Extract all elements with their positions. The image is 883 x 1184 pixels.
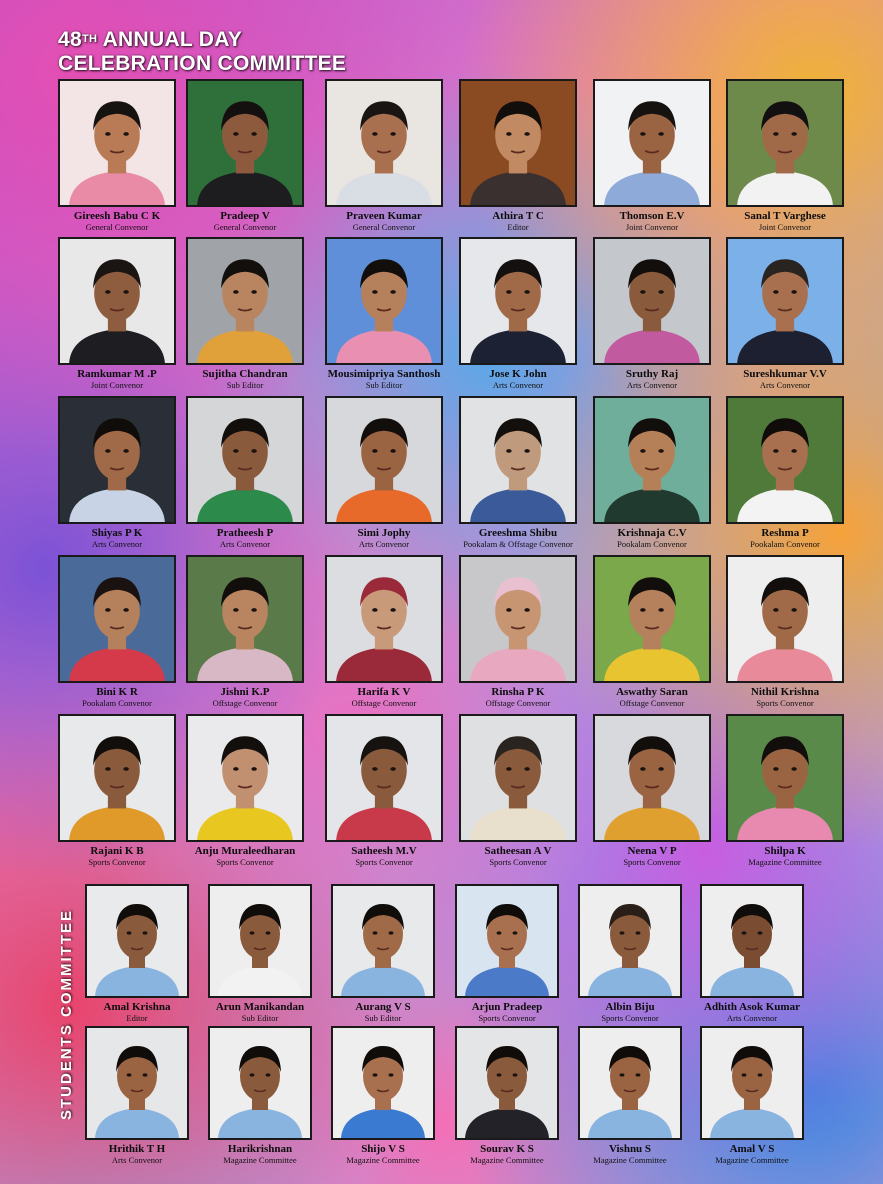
portrait-graphic bbox=[327, 557, 441, 681]
member-name: Harifa K V bbox=[357, 686, 411, 698]
member-name: Athira T C bbox=[492, 210, 544, 222]
member-card bbox=[593, 79, 711, 232]
member-photo bbox=[186, 714, 304, 842]
member-card bbox=[726, 555, 844, 708]
member-photo bbox=[593, 396, 711, 524]
member-name: Gireesh Babu C K bbox=[73, 210, 161, 222]
member-role: Sports Convenor bbox=[216, 857, 274, 867]
member-name: Neena V P bbox=[627, 845, 677, 857]
member-name: Jishni K.P bbox=[220, 686, 270, 698]
member-name: Anju Muraleedharan bbox=[194, 845, 296, 857]
member-role: Arts Convenor bbox=[726, 1013, 778, 1023]
title-line2: CELEBRATION COMMITTEE bbox=[58, 52, 347, 75]
member-name: Mousimipriya Santhosh bbox=[327, 368, 441, 380]
portrait-graphic bbox=[461, 557, 575, 681]
member-name: Shijo V S bbox=[361, 1143, 405, 1155]
page-title bbox=[58, 28, 346, 76]
member-name: Amal Krishna bbox=[103, 1001, 171, 1013]
portrait-graphic bbox=[595, 557, 709, 681]
portrait-graphic bbox=[333, 1028, 433, 1138]
portrait-graphic bbox=[702, 886, 802, 996]
title-line1: ANNUAL DAY bbox=[102, 28, 243, 51]
member-role: Magazine Committee bbox=[593, 1155, 667, 1165]
member-photo bbox=[700, 1026, 804, 1140]
portrait-graphic bbox=[87, 886, 187, 996]
member-role: General Convenor bbox=[352, 222, 416, 232]
member-photo bbox=[325, 714, 443, 842]
portrait-graphic bbox=[210, 886, 310, 996]
member-role: Arts Convenor bbox=[626, 380, 678, 390]
member-role: Joint Convenor bbox=[758, 222, 812, 232]
student-card bbox=[700, 884, 804, 1023]
student-card bbox=[455, 1026, 559, 1165]
portrait-graphic bbox=[210, 1028, 310, 1138]
member-photo bbox=[459, 714, 577, 842]
portrait-graphic bbox=[580, 1028, 680, 1138]
member-photo bbox=[186, 237, 304, 365]
member-photo bbox=[325, 555, 443, 683]
portrait-graphic bbox=[728, 716, 842, 840]
member-photo bbox=[726, 396, 844, 524]
member-role: Pookalam Convenor bbox=[617, 539, 687, 549]
member-photo bbox=[331, 1026, 435, 1140]
member-role: Sub Editor bbox=[365, 380, 403, 390]
member-name: Reshma P bbox=[761, 527, 809, 539]
member-card bbox=[186, 396, 304, 549]
member-name: Adhith Asok Kumar bbox=[704, 1001, 800, 1013]
student-card bbox=[85, 884, 189, 1023]
member-card bbox=[325, 396, 443, 549]
member-name: Sanal T Varghese bbox=[744, 210, 826, 222]
portrait-graphic bbox=[595, 239, 709, 363]
member-name: Krishnaja C.V bbox=[617, 527, 687, 539]
member-card bbox=[325, 714, 443, 867]
member-role: Arts Convenor bbox=[111, 1155, 163, 1165]
member-card bbox=[593, 555, 711, 708]
member-name: Bini K R bbox=[96, 686, 138, 698]
member-card bbox=[726, 396, 844, 549]
member-photo bbox=[459, 555, 577, 683]
member-photo bbox=[726, 714, 844, 842]
portrait-graphic bbox=[60, 716, 174, 840]
student-card bbox=[455, 884, 559, 1023]
member-role: Pookalam Convenor bbox=[82, 698, 152, 708]
member-role: Offstage Convenor bbox=[351, 698, 417, 708]
member-name: Thomson E.V bbox=[619, 210, 685, 222]
portrait-graphic bbox=[461, 81, 575, 205]
member-role: Sports Convenor bbox=[355, 857, 413, 867]
member-role: Editor bbox=[126, 1013, 148, 1023]
member-photo bbox=[208, 1026, 312, 1140]
portrait-graphic bbox=[60, 557, 174, 681]
portrait-graphic bbox=[188, 239, 302, 363]
member-role: Sub Editor bbox=[241, 1013, 279, 1023]
member-photo bbox=[593, 79, 711, 207]
member-card bbox=[58, 714, 176, 867]
member-card bbox=[186, 555, 304, 708]
member-photo bbox=[58, 79, 176, 207]
member-name: Praveen Kumar bbox=[346, 210, 422, 222]
portrait-graphic bbox=[327, 716, 441, 840]
member-photo bbox=[593, 714, 711, 842]
member-role: Joint Convenor bbox=[625, 222, 679, 232]
member-card bbox=[459, 714, 577, 867]
member-role: Offstage Convenor bbox=[212, 698, 278, 708]
portrait-graphic bbox=[595, 398, 709, 522]
member-name: Sourav K S bbox=[480, 1143, 534, 1155]
member-name: Aswathy Saran bbox=[616, 686, 688, 698]
member-photo bbox=[186, 79, 304, 207]
member-photo bbox=[186, 555, 304, 683]
member-name: Harikrishnan bbox=[227, 1143, 293, 1155]
member-photo bbox=[700, 884, 804, 998]
member-photo bbox=[726, 237, 844, 365]
member-card bbox=[726, 79, 844, 232]
portrait-graphic bbox=[702, 1028, 802, 1138]
member-name: Satheesan A V bbox=[484, 845, 552, 857]
portrait-graphic bbox=[728, 398, 842, 522]
member-photo bbox=[459, 237, 577, 365]
member-role: Magazine Committee bbox=[715, 1155, 789, 1165]
member-role: Magazine Committee bbox=[223, 1155, 297, 1165]
member-photo bbox=[455, 884, 559, 998]
member-role: Sports Convenor bbox=[601, 1013, 659, 1023]
member-card bbox=[325, 237, 443, 390]
member-name: Rajani K B bbox=[90, 845, 144, 857]
member-photo bbox=[578, 884, 682, 998]
member-name: Simi Jophy bbox=[357, 527, 411, 539]
portrait-graphic bbox=[457, 886, 557, 996]
member-name: Ramkumar M .P bbox=[77, 368, 157, 380]
member-photo bbox=[726, 555, 844, 683]
member-card bbox=[58, 237, 176, 390]
member-name: Shiyas P K bbox=[91, 527, 143, 539]
member-photo bbox=[58, 555, 176, 683]
member-role: Magazine Committee bbox=[748, 857, 822, 867]
member-photo bbox=[459, 79, 577, 207]
member-card bbox=[593, 714, 711, 867]
member-card bbox=[459, 555, 577, 708]
member-name: Sujitha Chandran bbox=[202, 368, 288, 380]
portrait-graphic bbox=[188, 557, 302, 681]
member-name: Arjun Pradeep bbox=[471, 1001, 543, 1013]
member-role: Sports Convenor bbox=[88, 857, 146, 867]
title-number: 48 bbox=[58, 28, 82, 51]
member-card bbox=[459, 396, 577, 549]
member-role: Joint Convenor bbox=[90, 380, 144, 390]
member-photo bbox=[459, 396, 577, 524]
portrait-graphic bbox=[60, 81, 174, 205]
member-card bbox=[58, 396, 176, 549]
member-name: Amal V S bbox=[729, 1143, 775, 1155]
member-name: Hrithik T H bbox=[108, 1143, 166, 1155]
member-role: Sports Convenor bbox=[478, 1013, 536, 1023]
member-role: Magazine Committee bbox=[470, 1155, 544, 1165]
portrait-graphic bbox=[327, 81, 441, 205]
member-role: Sports Convenor bbox=[623, 857, 681, 867]
member-role: Offstage Convenor bbox=[485, 698, 551, 708]
portrait-graphic bbox=[595, 81, 709, 205]
member-role: Arts Convenor bbox=[219, 539, 271, 549]
portrait-graphic bbox=[595, 716, 709, 840]
member-name: Satheesh M.V bbox=[351, 845, 417, 857]
portrait-graphic bbox=[327, 398, 441, 522]
member-photo bbox=[455, 1026, 559, 1140]
portrait-graphic bbox=[461, 239, 575, 363]
student-card bbox=[331, 884, 435, 1023]
member-role: Pookalam & Offstage Convenor bbox=[463, 539, 573, 549]
portrait-graphic bbox=[728, 81, 842, 205]
portrait-graphic bbox=[188, 81, 302, 205]
portrait-graphic bbox=[60, 398, 174, 522]
member-card bbox=[593, 237, 711, 390]
member-name: Rinsha P K bbox=[491, 686, 545, 698]
member-photo bbox=[85, 1026, 189, 1140]
member-role: Sub Editor bbox=[226, 380, 264, 390]
member-photo bbox=[331, 884, 435, 998]
member-photo bbox=[58, 396, 176, 524]
member-role: Arts Convenor bbox=[759, 380, 811, 390]
member-photo bbox=[726, 79, 844, 207]
member-card bbox=[593, 396, 711, 549]
member-photo bbox=[58, 237, 176, 365]
member-photo bbox=[325, 79, 443, 207]
member-card bbox=[726, 237, 844, 390]
portrait-graphic bbox=[188, 716, 302, 840]
portrait-graphic bbox=[327, 239, 441, 363]
portrait-graphic bbox=[188, 398, 302, 522]
member-role: Sub Editor bbox=[364, 1013, 402, 1023]
member-card bbox=[459, 79, 577, 232]
student-card bbox=[208, 884, 312, 1023]
member-role: Arts Convenor bbox=[492, 380, 544, 390]
member-name: Aurang V S bbox=[355, 1001, 411, 1013]
member-card bbox=[58, 79, 176, 232]
member-name: Jose K John bbox=[489, 368, 547, 380]
member-role: General Convenor bbox=[85, 222, 149, 232]
member-name: Pratheesh P bbox=[216, 527, 274, 539]
member-role: Sports Convenor bbox=[756, 698, 814, 708]
member-card bbox=[186, 79, 304, 232]
member-card bbox=[325, 79, 443, 232]
portrait-graphic bbox=[461, 716, 575, 840]
member-role: Offstage Convenor bbox=[619, 698, 685, 708]
student-card bbox=[331, 1026, 435, 1165]
member-photo bbox=[593, 237, 711, 365]
member-role: Sports Convenor bbox=[489, 857, 547, 867]
member-card bbox=[186, 714, 304, 867]
portrait-graphic bbox=[333, 886, 433, 996]
member-name: Nithil Krishna bbox=[750, 686, 820, 698]
student-card bbox=[85, 1026, 189, 1165]
member-name: Sruthy Raj bbox=[625, 368, 679, 380]
member-role: Pookalam Convenor bbox=[750, 539, 820, 549]
portrait-graphic bbox=[728, 557, 842, 681]
portrait-graphic bbox=[580, 886, 680, 996]
portrait-graphic bbox=[461, 398, 575, 522]
member-photo bbox=[58, 714, 176, 842]
member-card bbox=[58, 555, 176, 708]
member-photo bbox=[325, 396, 443, 524]
member-role: Arts Convenor bbox=[91, 539, 143, 549]
member-card bbox=[726, 714, 844, 867]
member-photo bbox=[578, 1026, 682, 1140]
member-role: General Convenor bbox=[213, 222, 277, 232]
member-name: Vishnu S bbox=[608, 1143, 652, 1155]
student-card bbox=[578, 884, 682, 1023]
member-name: Shilpa K bbox=[764, 845, 806, 857]
member-photo bbox=[85, 884, 189, 998]
member-role: Editor bbox=[507, 222, 529, 232]
member-photo bbox=[593, 555, 711, 683]
member-name: Sureshkumar V.V bbox=[743, 368, 827, 380]
portrait-graphic bbox=[60, 239, 174, 363]
portrait-graphic bbox=[728, 239, 842, 363]
portrait-graphic bbox=[457, 1028, 557, 1138]
member-name: Pradeep V bbox=[220, 210, 270, 222]
portrait-graphic bbox=[87, 1028, 187, 1138]
member-card bbox=[325, 555, 443, 708]
member-card bbox=[186, 237, 304, 390]
student-card bbox=[700, 1026, 804, 1165]
member-name: Albin Biju bbox=[605, 1001, 655, 1013]
title-superscript: TH bbox=[81, 33, 98, 45]
member-card bbox=[459, 237, 577, 390]
member-role: Arts Convenor bbox=[358, 539, 410, 549]
member-photo bbox=[186, 396, 304, 524]
member-photo bbox=[208, 884, 312, 998]
member-role: Magazine Committee bbox=[346, 1155, 420, 1165]
member-name: Greeshma Shibu bbox=[478, 527, 558, 539]
student-card bbox=[578, 1026, 682, 1165]
member-photo bbox=[325, 237, 443, 365]
student-card bbox=[208, 1026, 312, 1165]
member-name: Arun Manikandan bbox=[215, 1001, 305, 1013]
students-committee-label: STUDENTS COMMITTEE bbox=[58, 909, 75, 1121]
